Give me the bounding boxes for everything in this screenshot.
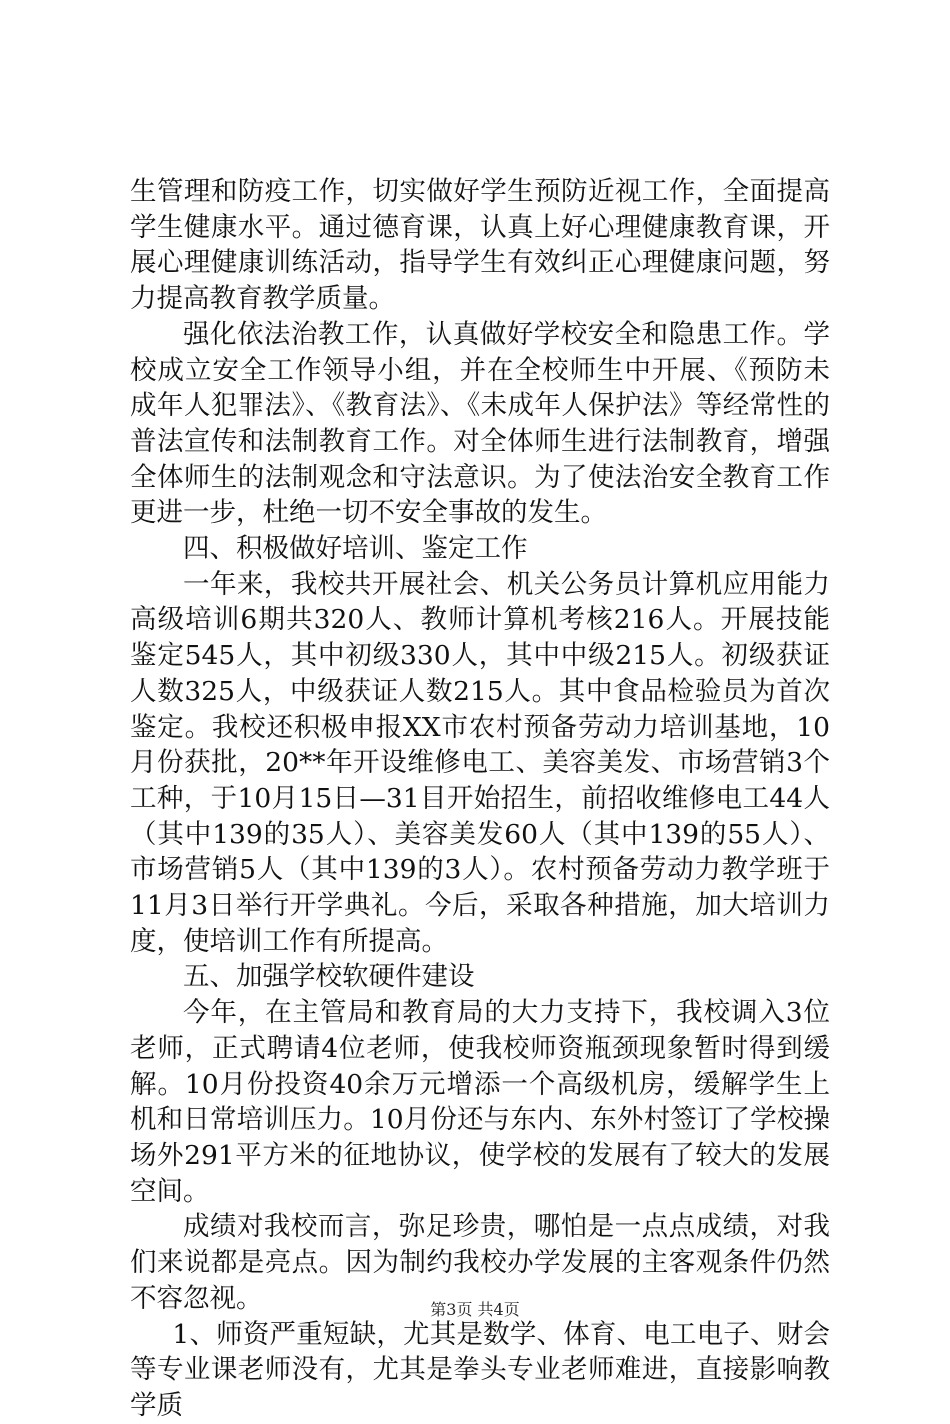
paragraph-construction: 今年，在主管局和教育局的大力支持下，我校调入3位老师，正式聘请4位老师，使我校师资瓶颈现象暂时得到缓解。10月份投资40余万元增添一个高级机房，缓解学生上机和日常培训压力。10月份还与东内、东外村签订了学校操场外291平方米的征地协议，使学校的发展有了较大的发展空间。	[130, 997, 830, 1207]
section-heading-construction: 五、加强学校软硬件建设	[183, 961, 475, 993]
paragraph-legal-education: 强化依法治教工作，认真做好学校安全和隐患工作。学校成立安全工作领导小组，并在全校师生中开展、《预防未成年人犯罪法》、《教育法》、《未成年人保护法》等经常性的普法宣传和法制教育工作。对全体师生进行法制教育，增强全体师生的法制观念和守法意识。为了使法治安全教育工作更进一步，杜绝一切不安全事故的发生。	[130, 318, 830, 529]
page-footer: 第3页 共4页	[430, 1300, 520, 1319]
body-text	[130, 174, 830, 1424]
paragraph-training: 一年来，我校共开展社会、机关公务员计算机应用能力高级培训6期共320人、教师计算机考核216人。开展技能鉴定545人，其中初级330人，其中中级215人。初级获证人数325人，中级获证人数215人。其中食品检验员为首次鉴定。我校还积极申报XX市农村预备劳动力培训基地，10月份获批，20**年开设维修电工、美容美发、市场营销3个工种，于10月15日—31目开始招生，前招收维修电工44人（其中139的35人）、美容美发60人（其中139的55人）、市场营销5人（其中139的3人）。农村预备劳动力教学班于11月3日举行开学典礼。今后，采取各种措施，加大培训力度，使培训工作有所提高。	[130, 568, 830, 957]
paragraph-health: 生管理和防疫工作，切实做好学生预防近视工作，全面提高学生健康水平。通过德育课，认真上好心理健康教育课，开展心理健康训练活动，指导学生有效纠正心理健康问题，努力提高教育教学质量。	[130, 176, 830, 315]
paragraph-problem-1: 1、师资严重短缺，尤其是数学、体育、电工电子、财会等专业课老师没有，尤其是拳头专业老师难进，直接影响教学质	[130, 1318, 830, 1421]
section-heading-training: 四、积极做好培训、鉴定工作	[183, 533, 528, 565]
paragraph-achievements: 成绩对我校而言，弥足珍贵，哪怕是一点点成绩，对我们来说都是亮点。因为制约我校办学发展的主客观条件仍然不容忽视。	[130, 1211, 830, 1314]
